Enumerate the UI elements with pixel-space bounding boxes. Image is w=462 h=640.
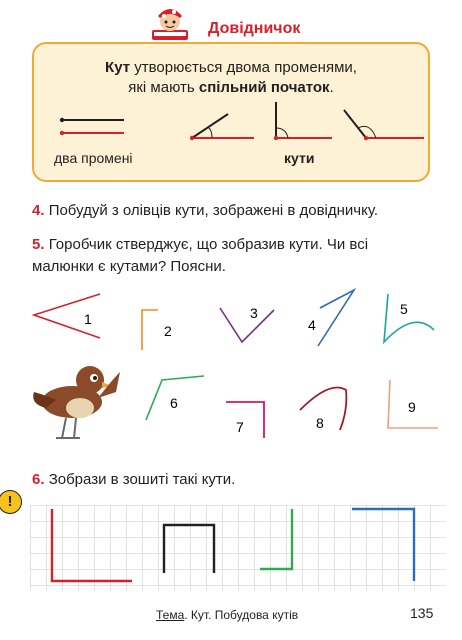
task-4: 4. Побудуй з олівців кути, зображені в довідничку. — [32, 202, 379, 219]
figure-6 — [146, 376, 204, 420]
figure-label-2: 2 — [164, 323, 172, 339]
rays-figure — [60, 118, 124, 135]
page-number: 135 — [410, 605, 434, 621]
task-5-figures — [0, 280, 462, 450]
figure-2 — [142, 310, 172, 350]
figure-label-7: 7 — [236, 419, 244, 435]
figure-label-4: 4 — [308, 317, 316, 333]
footer-topic: Тема. Кут. Побудова кутів — [156, 608, 299, 622]
angle-acute — [190, 114, 254, 140]
figure-1 — [34, 294, 100, 338]
label-rays: два промені — [54, 150, 133, 166]
figure-8 — [300, 388, 346, 432]
figure-label-5: 5 — [400, 301, 408, 317]
exclamation-icon: ! — [0, 490, 22, 514]
figure-3 — [220, 305, 274, 342]
page-title: Довідничок — [208, 20, 301, 37]
reference-line-2: які мають спільний початок. — [128, 79, 334, 96]
reference-line-1: Кут утворюється двома променями, — [105, 59, 357, 76]
figure-9 — [388, 380, 438, 428]
figure-4 — [308, 290, 354, 346]
figure-7 — [226, 402, 264, 438]
figure-label-1: 1 — [84, 311, 92, 327]
task-6-grid — [30, 505, 446, 591]
figure-label-6: 6 — [170, 395, 178, 411]
angle-obtuse — [344, 110, 424, 140]
task-6: 6. Зобрази в зошиті такі кути. — [32, 471, 236, 488]
sparrow-illustration — [33, 366, 120, 438]
reference-figures — [32, 100, 430, 150]
task-5-line-2: малюнки є кутами? Поясни. — [32, 258, 226, 275]
figure-label-3: 3 — [250, 305, 258, 321]
label-angles: кути — [284, 150, 315, 166]
angle-right — [274, 102, 332, 140]
figure-label-8: 8 — [316, 415, 324, 431]
task-5-line-1: 5. Горобчик стверджує, що зобразив кути. Чи всі — [32, 236, 369, 253]
figure-label-9: 9 — [408, 399, 416, 415]
figure-5 — [384, 294, 434, 342]
mascot-icon — [148, 4, 192, 44]
